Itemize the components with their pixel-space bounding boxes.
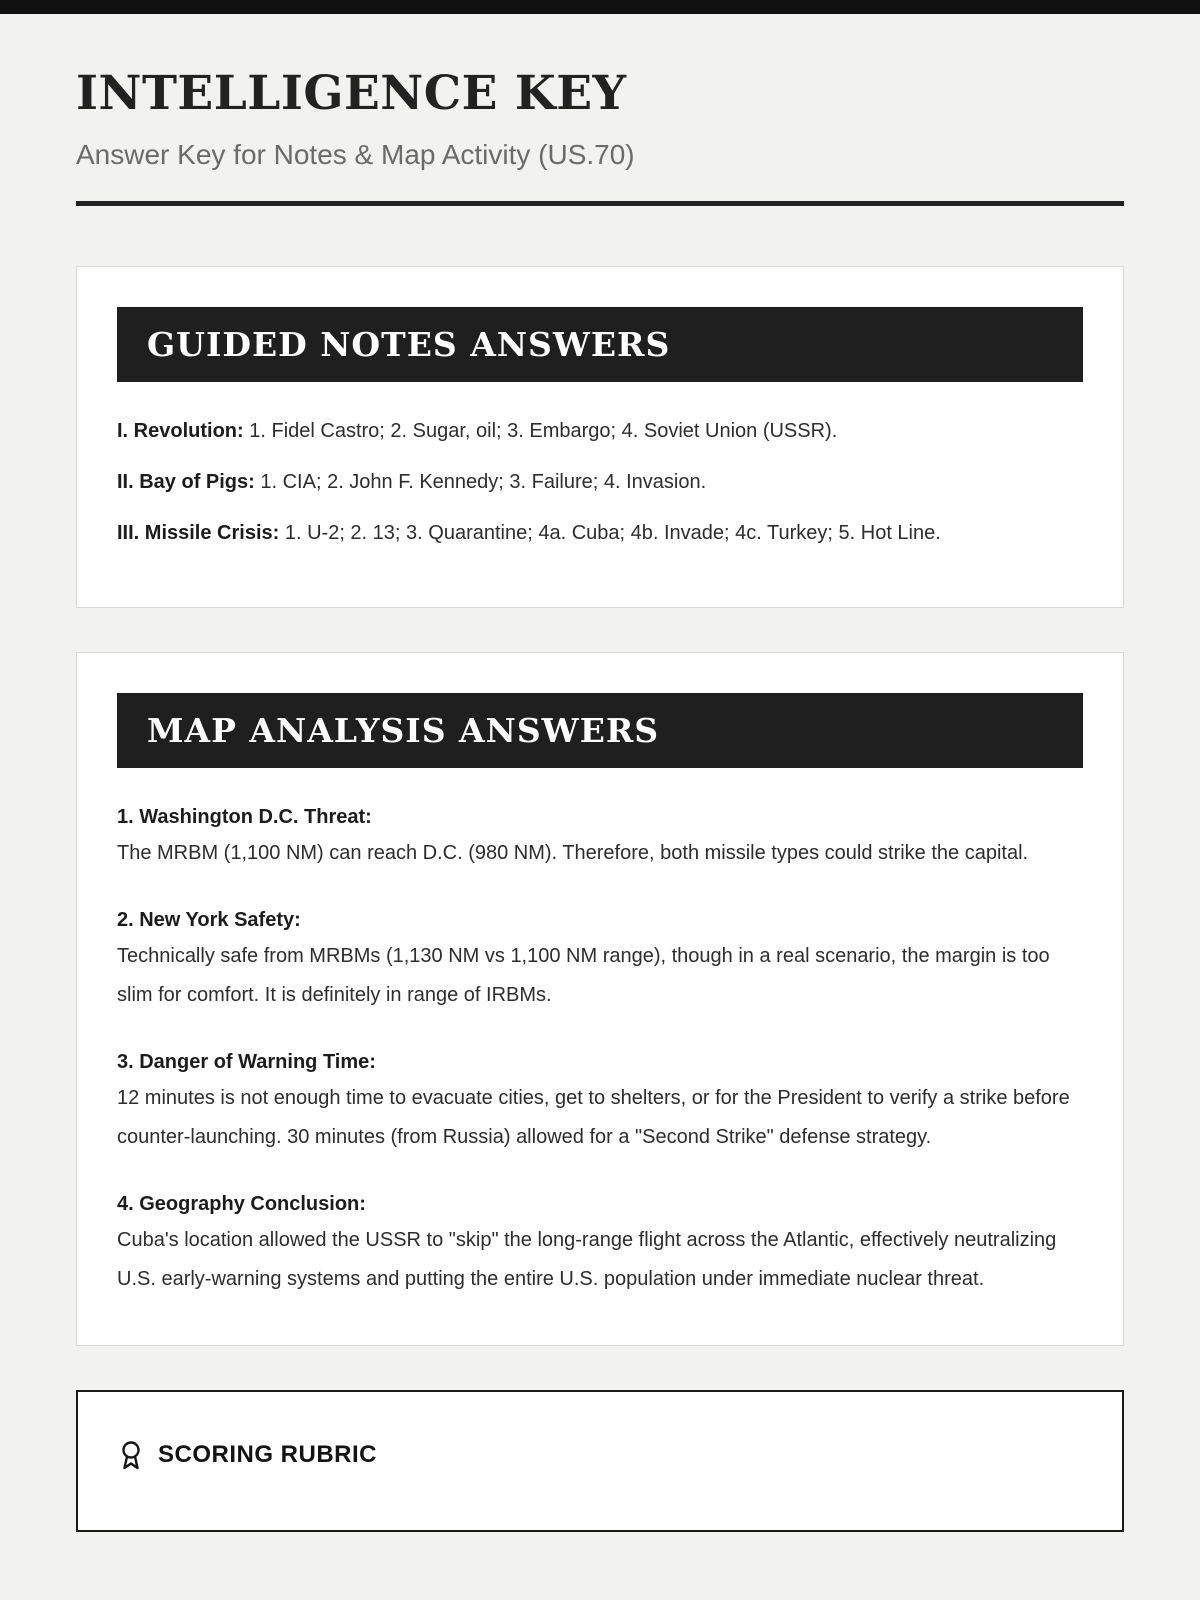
scoring-rubric-card — [76, 1390, 1124, 1532]
scoring-rubric-title: SCORING RUBRIC — [158, 1441, 378, 1468]
notes-item-label: III. Missile Crisis: — [117, 522, 280, 544]
title-divider — [76, 201, 1124, 206]
page-container — [76, 66, 1124, 1532]
notes-item-label: II. Bay of Pigs: — [117, 471, 255, 493]
qa-item-geography-conclusion — [117, 1187, 1083, 1299]
map-analysis-card — [76, 652, 1124, 1346]
page-title: INTELLIGENCE KEY — [76, 66, 627, 121]
guided-notes-card — [76, 266, 1124, 608]
qa-label: 2. New York Safety: — [117, 909, 301, 931]
map-analysis-header: MAP ANALYSIS ANSWERS — [117, 693, 1083, 768]
notes-item-text: 1. U-2; 2. 13; 3. Quarantine; 4a. Cuba; 4b. Invade; 4c. Turkey; 5. Hot Line. — [284, 522, 941, 544]
guided-notes-header: GUIDED NOTES ANSWERS — [117, 307, 1083, 382]
qa-item-new-york-safety — [117, 903, 1083, 1015]
qa-text: The MRBM (1,100 NM) can reach D.C. (980 NM). Therefore, both missile types could strike the capital. — [117, 842, 1029, 864]
notes-item-bay-of-pigs — [117, 465, 1083, 500]
scoring-rubric-header — [118, 1440, 1082, 1470]
notes-item-text: 1. Fidel Castro; 2. Sugar, oil; 3. Embargo; 4. Soviet Union (USSR). — [249, 420, 838, 442]
qa-label: 3. Danger of Warning Time: — [117, 1051, 376, 1073]
notes-item-revolution — [117, 414, 1083, 449]
page-subtitle: Answer Key for Notes & Map Activity (US.70) — [76, 139, 635, 170]
notes-item-label: I. Revolution: — [117, 420, 244, 442]
award-medal-icon — [118, 1440, 144, 1470]
qa-text: 12 minutes is not enough time to evacuate cities, get to shelters, or for the President to verify a strike before counter-launching. 30 minutes (from Russia) allowed for a "Second Strike" defense strategy. — [117, 1087, 1070, 1148]
qa-text: Cuba's location allowed the USSR to "skip" the long-range flight across the Atlantic, effectively neutralizing U.S. early-warning systems and putting the entire U.S. population under immediate nuclear threat. — [117, 1229, 1057, 1290]
notes-item-missile-crisis — [117, 516, 1083, 551]
qa-item-warning-time — [117, 1045, 1083, 1157]
qa-item-washington-threat — [117, 800, 1083, 873]
notes-item-text: 1. CIA; 2. John F. Kennedy; 3. Failure; 4. Invasion. — [260, 471, 707, 493]
qa-label: 4. Geography Conclusion: — [117, 1193, 366, 1215]
qa-text: Technically safe from MRBMs (1,130 NM vs 1,100 NM range), though in a real scenario, the margin is too slim for comfort. It is definitely in range of IRBMs. — [117, 945, 1050, 1006]
top-accent-bar — [0, 0, 1200, 14]
qa-label: 1. Washington D.C. Threat: — [117, 806, 372, 828]
